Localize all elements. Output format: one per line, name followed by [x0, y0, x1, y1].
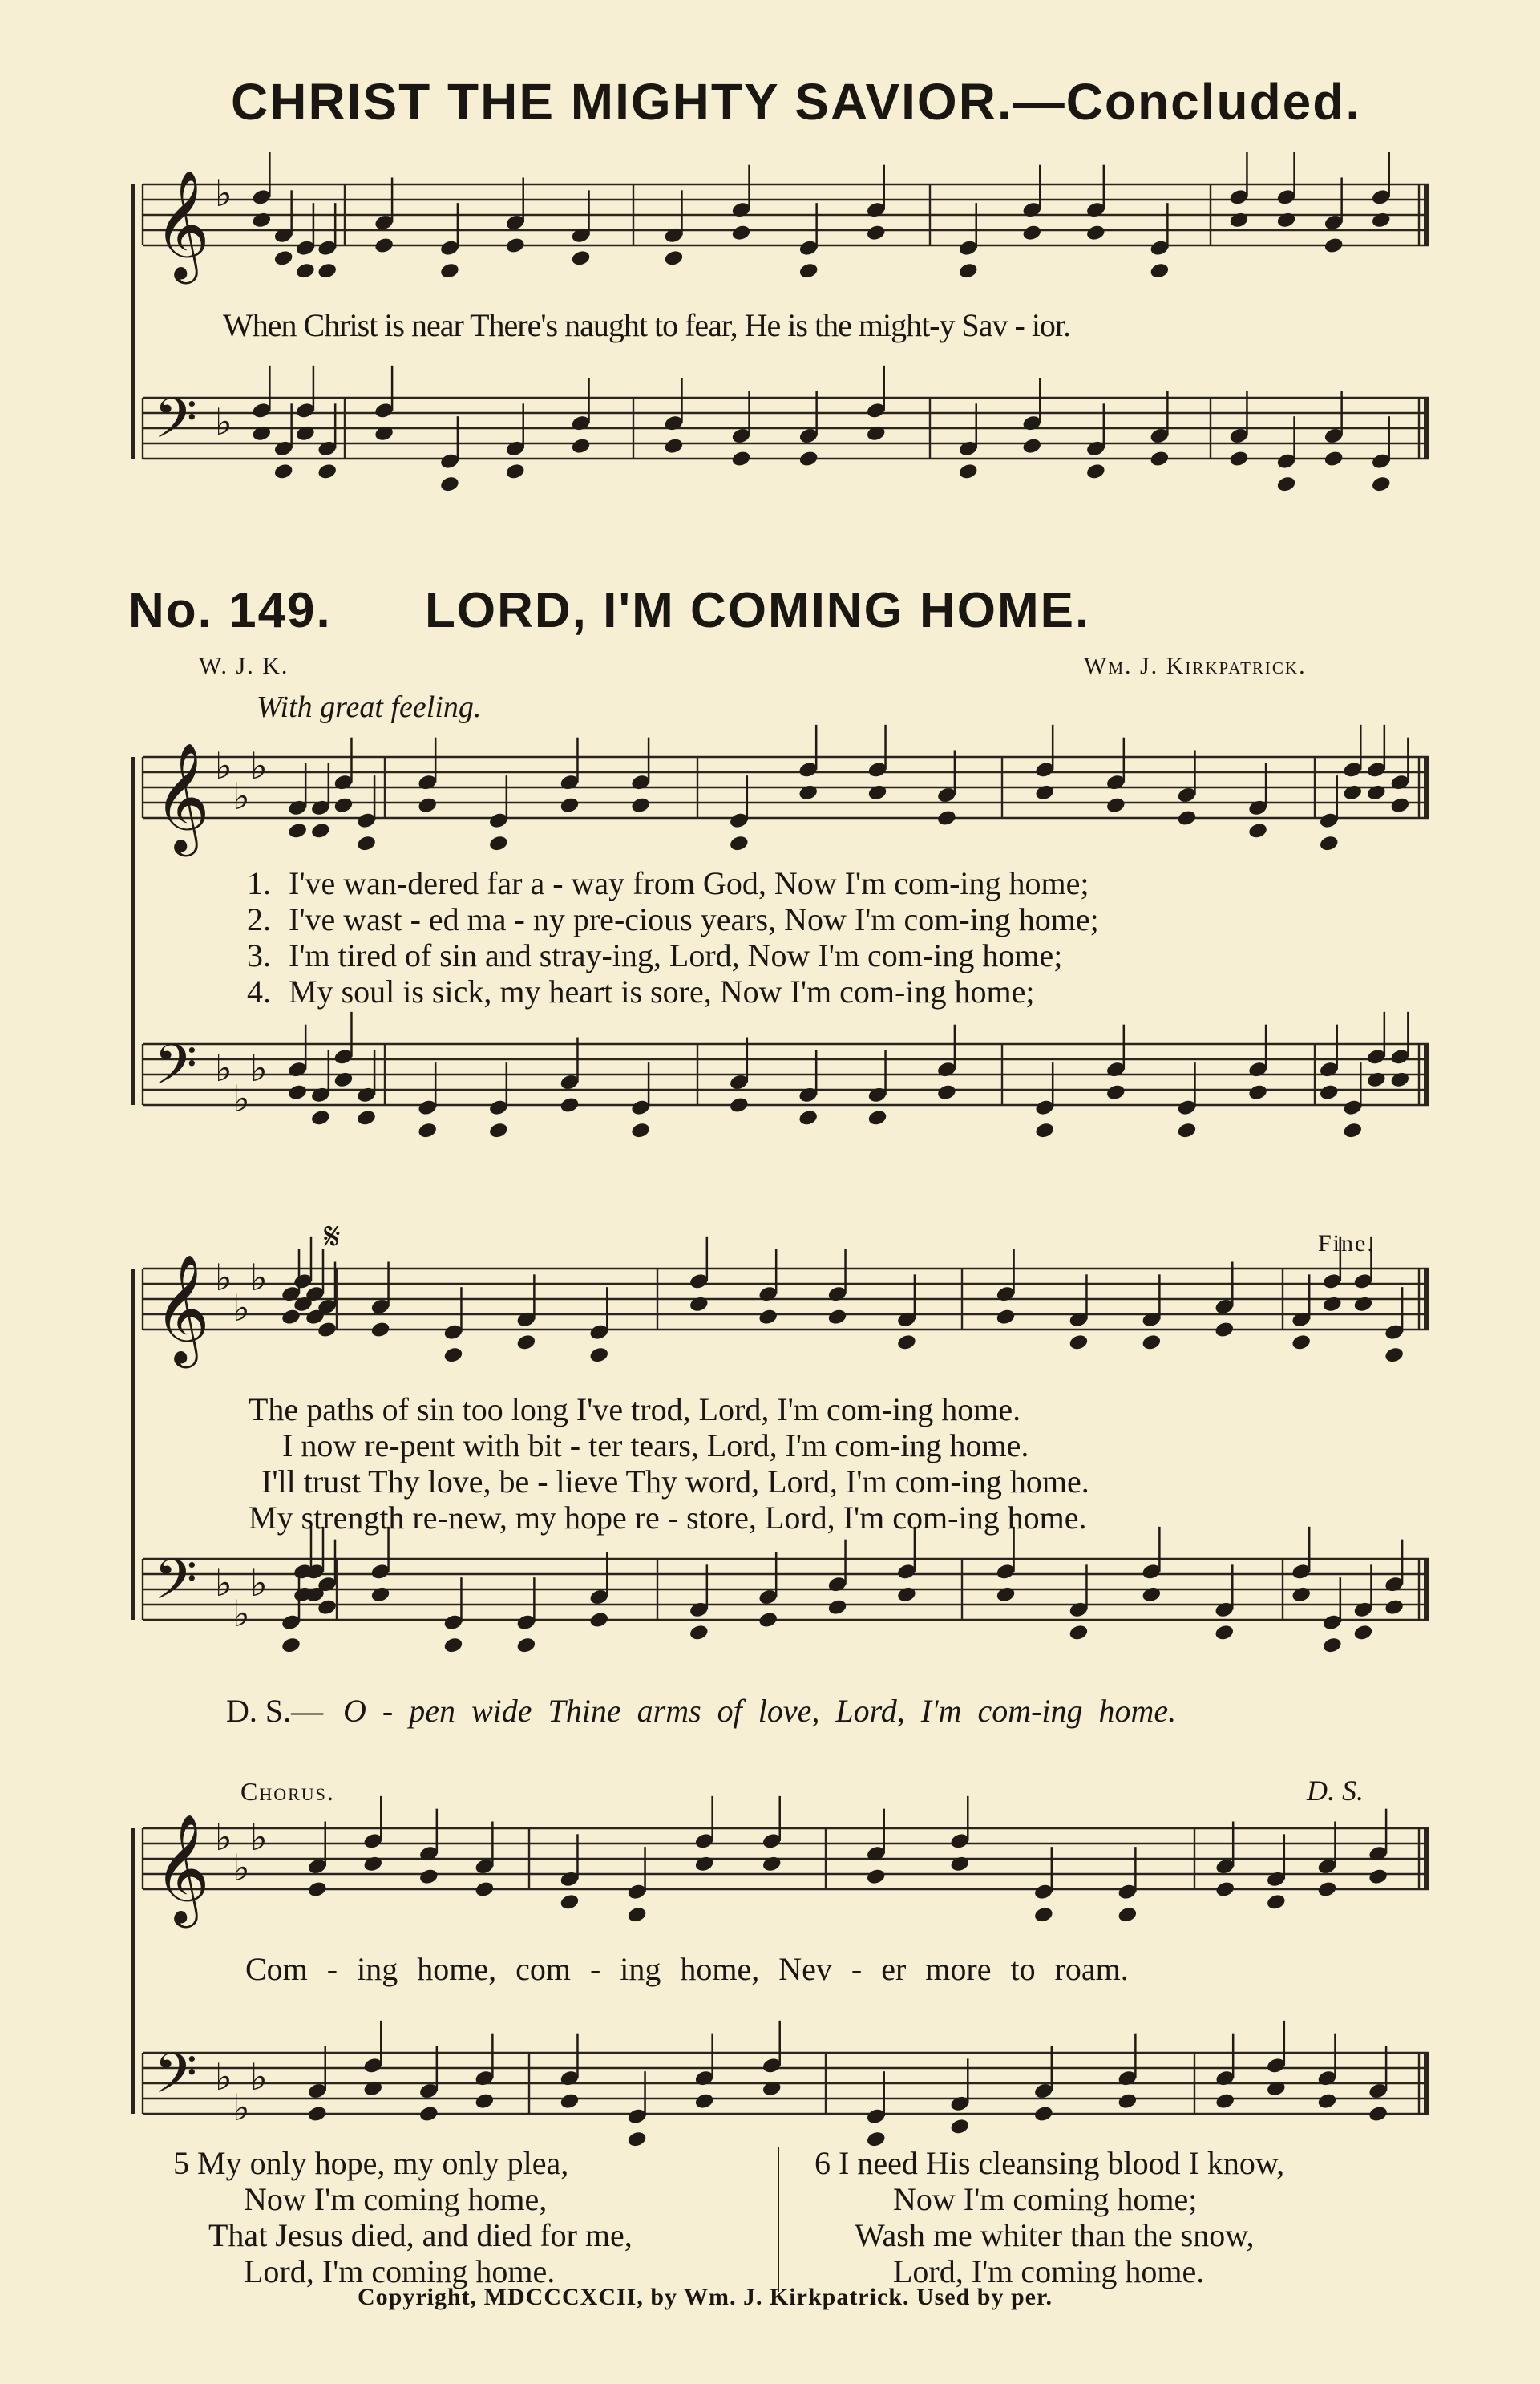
lyricist: W. J. K. [199, 653, 289, 679]
note-head [443, 1346, 463, 1364]
treble-clef-icon: 𝄞 [154, 168, 210, 279]
note-head [570, 437, 591, 455]
note-head [1316, 2092, 1337, 2111]
bass-clef-icon: 𝄢 [154, 2041, 198, 2119]
note-head [559, 1096, 580, 1115]
note-head [281, 1636, 301, 1654]
note-head [1141, 1585, 1162, 1604]
note-head [729, 1096, 750, 1115]
stanza-line: 6 I need His cleansing blood I know, [814, 2145, 1285, 2181]
note-head [1105, 796, 1126, 815]
note-head [1247, 822, 1268, 840]
note-head [1324, 450, 1344, 468]
note-head [362, 1855, 383, 1873]
fine-marking: Fine. [1318, 1230, 1375, 1257]
note-head [758, 1308, 778, 1326]
flat-icon: ♭ [215, 172, 232, 215]
bass-clef-icon: 𝄢 [154, 386, 198, 464]
note-head [295, 261, 316, 280]
note-head [630, 796, 651, 815]
note-head [1214, 1321, 1235, 1339]
segno-sign: 𝄋 [324, 1214, 341, 1259]
note-head [762, 2079, 782, 2098]
flat-icon: ♭ [232, 1592, 250, 1635]
note-head [1033, 2105, 1054, 2123]
note-head [1352, 1624, 1373, 1642]
note-head [1105, 1083, 1126, 1102]
verse-line: I now re-pent with bit - ter tears, Lord, I'm com-ing home. [282, 1427, 1029, 1463]
note-head [418, 1868, 439, 1886]
note-head [694, 2092, 715, 2111]
note-head [1141, 1334, 1162, 1352]
note-head [559, 1893, 580, 1912]
note-head [1368, 1868, 1388, 1886]
note-head [995, 1585, 1016, 1604]
flat-icon: ♭ [215, 1561, 232, 1605]
note-head [689, 1624, 709, 1642]
flat-icon: ♭ [250, 2055, 268, 2099]
note-head [333, 796, 354, 815]
note-head [1117, 1905, 1138, 1924]
note-head [798, 783, 819, 802]
note-head [729, 834, 750, 852]
note-head [663, 437, 684, 455]
treble-clef-icon: 𝄞 [154, 741, 210, 852]
note-head [1068, 1624, 1089, 1642]
note-head [251, 211, 272, 229]
treble-clef-icon: 𝄞 [154, 1812, 210, 1923]
note-head [1319, 1083, 1340, 1102]
note-head [1342, 783, 1363, 802]
note-head [505, 463, 526, 481]
chorus-label: Chorus. [240, 1777, 335, 1806]
flat-icon: ♭ [250, 744, 268, 787]
note-head [1322, 1636, 1343, 1654]
flat-icon: ♭ [232, 775, 250, 818]
stanza-5 [173, 2144, 633, 2289]
note-head [867, 783, 887, 802]
flat-icon: ♭ [215, 744, 232, 787]
note-head [1291, 1585, 1312, 1604]
note-head [307, 1880, 328, 1899]
note-head [1389, 1071, 1410, 1089]
verse-second-half [249, 1390, 1089, 1535]
note-head [798, 450, 819, 468]
page-title: CHRIST THE MIGHTY SAVIOR.—Concluded. [231, 73, 1362, 131]
note-head [356, 1109, 377, 1127]
hymn-title: LORD, I'M COMING HOME. [425, 583, 1091, 638]
note-head [1266, 2079, 1287, 2098]
note-head [958, 261, 979, 280]
note-head [251, 424, 272, 443]
note-head [1176, 809, 1197, 828]
note-head [1371, 211, 1392, 229]
note-head [1214, 1624, 1235, 1642]
bass-clef-icon: 𝄢 [154, 1547, 198, 1625]
flat-icon: ♭ [250, 1815, 268, 1859]
flat-icon: ♭ [215, 1815, 232, 1859]
note-head [287, 822, 308, 840]
note-head [317, 1598, 338, 1617]
note-head [287, 1083, 308, 1102]
note-head [1149, 450, 1170, 468]
stanza-line: That Jesus died, and died for me, [208, 2217, 633, 2253]
note-head [1033, 1905, 1054, 1924]
chorus-ds-marking: D. S. [1307, 1775, 1364, 1807]
note-head [310, 1109, 331, 1127]
note-head [374, 424, 394, 443]
note-head [949, 2118, 970, 2136]
note-head [310, 822, 331, 840]
verse-first-half [247, 864, 1099, 1009]
note-head [418, 2105, 439, 2123]
note-head [588, 1346, 609, 1364]
flat-icon: ♭ [232, 1077, 250, 1120]
note-head [949, 1855, 970, 1873]
note-head [1247, 1083, 1268, 1102]
note-head [689, 1295, 709, 1313]
stanza-line: Wash me whiter than the snow, [855, 2217, 1255, 2253]
note-head [866, 1868, 887, 1886]
note-head [1319, 834, 1340, 852]
copyright: Copyright, MDCCCXCII, by Wm. J. Kirkpatrick. Used by per. [358, 2284, 1053, 2310]
note-head [1068, 1334, 1089, 1352]
hymn-number: No. 149. [128, 583, 332, 638]
note-head [995, 1308, 1016, 1326]
note-head [439, 261, 460, 280]
note-head [488, 834, 509, 852]
note-head [1085, 224, 1106, 242]
note-head [1275, 475, 1296, 493]
note-head [273, 249, 294, 268]
note-head [1117, 2092, 1138, 2111]
composer: Wm. J. Kirkpatrick. [1084, 653, 1307, 679]
note-head [1384, 1598, 1405, 1617]
note-head [474, 1880, 495, 1899]
note-head [515, 1334, 536, 1352]
note-head [370, 1585, 390, 1604]
note-head [1352, 1295, 1373, 1313]
stanza-line: Lord, I'm coming home. [893, 2253, 1205, 2289]
note-head [439, 475, 460, 493]
note-head [1215, 1880, 1235, 1899]
verse-line: I'll trust Thy love, be - lieve Thy word, Lord, I'm com-ing home. [261, 1463, 1089, 1500]
flat-icon: ♭ [232, 2086, 250, 2129]
note-head [866, 224, 887, 242]
note-head [1291, 1334, 1312, 1352]
note-head [1034, 1121, 1055, 1139]
note-head [1342, 1121, 1363, 1139]
chorus-lyric: Com - ing home, com - ing home, Nev - er more to roam. [245, 1951, 1129, 1987]
note-head [515, 1636, 536, 1654]
note-head [474, 2092, 495, 2111]
treble-clef-icon: 𝄞 [154, 1253, 210, 1363]
flat-icon: ♭ [250, 1046, 268, 1090]
note-head [936, 809, 957, 828]
note-head [867, 1109, 887, 1127]
note-head [1085, 463, 1106, 481]
flat-icon: ♭ [215, 1046, 232, 1090]
note-head [1021, 224, 1042, 242]
note-head [370, 1321, 390, 1339]
flat-icon: ♭ [250, 1256, 268, 1299]
note-head [559, 2092, 580, 2111]
note-head [1316, 1880, 1337, 1899]
note-head [1215, 2092, 1235, 2111]
note-head [896, 1334, 917, 1352]
note-head [317, 1321, 338, 1339]
note-head [827, 1308, 847, 1326]
note-head [1371, 475, 1392, 493]
note-head [273, 463, 294, 481]
note-head [317, 463, 338, 481]
stanza-6 [814, 2144, 1284, 2289]
flat-icon: ♭ [215, 1256, 232, 1299]
note-head [588, 1611, 609, 1629]
note-head [758, 1611, 778, 1629]
stanza-line: Now I'm coming home; [893, 2181, 1198, 2217]
note-head [694, 1855, 715, 1873]
top-hymn-lyric: When Christ is near There's naught to fear, He is the might-y Sav - ior. [223, 307, 1071, 343]
note-head [896, 1585, 917, 1604]
flat-icon: ♭ [215, 2055, 232, 2099]
note-head [1366, 1071, 1387, 1089]
note-head [730, 450, 751, 468]
note-head [1228, 450, 1249, 468]
flat-icon: ♭ [232, 1286, 250, 1330]
note-head [630, 1121, 651, 1139]
stanza-divider [778, 2147, 779, 2292]
note-head [1176, 1121, 1197, 1139]
verse-line: 3. I'm tired of sin and stray-ing, Lord, Now I'm com-ing home; [247, 937, 1063, 973]
tempo-marking: With great feeling. [257, 690, 482, 724]
note-head [295, 424, 316, 443]
stanza-line: Lord, I'm coming home. [244, 2253, 556, 2289]
note-head [1384, 1346, 1405, 1364]
flat-icon: ♭ [232, 1846, 250, 1889]
stanza-line: Now I'm coming home, [244, 2181, 548, 2217]
note-head [663, 249, 684, 268]
note-head [362, 2079, 383, 2098]
note-head [443, 1636, 463, 1654]
note-head [307, 2105, 328, 2123]
stanza-line: 5 My only hope, my only plea, [173, 2145, 569, 2181]
flat-icon: ♭ [215, 400, 232, 443]
note-head [1368, 2105, 1388, 2123]
note-head [762, 1855, 782, 1873]
note-head [281, 1308, 301, 1326]
note-head [505, 237, 526, 255]
note-head [333, 1071, 354, 1089]
note-head [1389, 796, 1410, 815]
note-head [1266, 1893, 1287, 1912]
verse-line: 4. My soul is sick, my heart is sore, Now I'm com-ing home; [247, 973, 1035, 1010]
note-head [1322, 1295, 1343, 1313]
note-head [1366, 783, 1387, 802]
verse-line: The paths of sin too long I've trod, Lord, I'm com-ing home. [249, 1391, 1021, 1427]
bass-clef-icon: 𝄢 [154, 1032, 198, 1111]
verse-line: 2. I've wast - ed ma - ny pre-cious years, Now I'm com-ing home; [247, 901, 1099, 937]
note-head [1324, 237, 1344, 255]
note-head [626, 1905, 647, 1924]
note-head [958, 463, 979, 481]
note-head [798, 1109, 819, 1127]
verse-line: My strength re-new, my hope re - store, Lord, I'm com-ing home. [249, 1500, 1087, 1536]
note-head [317, 261, 338, 280]
note-head [1034, 783, 1055, 802]
verse-line: 1. I've wan-dered far a - way from God, Now I'm com-ing home; [247, 865, 1089, 901]
note-head [559, 796, 580, 815]
note-head [827, 1598, 847, 1617]
note-head [730, 224, 751, 242]
note-head [1149, 261, 1170, 280]
note-head [866, 424, 887, 443]
note-head [1021, 437, 1042, 455]
note-head [936, 1083, 957, 1102]
note-head [570, 249, 591, 268]
ds-label: D. S.— [226, 1693, 324, 1729]
note-head [1228, 211, 1249, 229]
note-head [1275, 211, 1296, 229]
note-head [488, 1121, 509, 1139]
note-head [356, 834, 377, 852]
note-head [417, 1121, 438, 1139]
flat-icon: ♭ [250, 1561, 268, 1605]
note-head [417, 796, 438, 815]
note-head [374, 237, 394, 255]
note-head [798, 261, 819, 280]
ds-lyric: O - pen wide Thine arms of love, Lord, I'm com-ing home. [343, 1693, 1177, 1729]
